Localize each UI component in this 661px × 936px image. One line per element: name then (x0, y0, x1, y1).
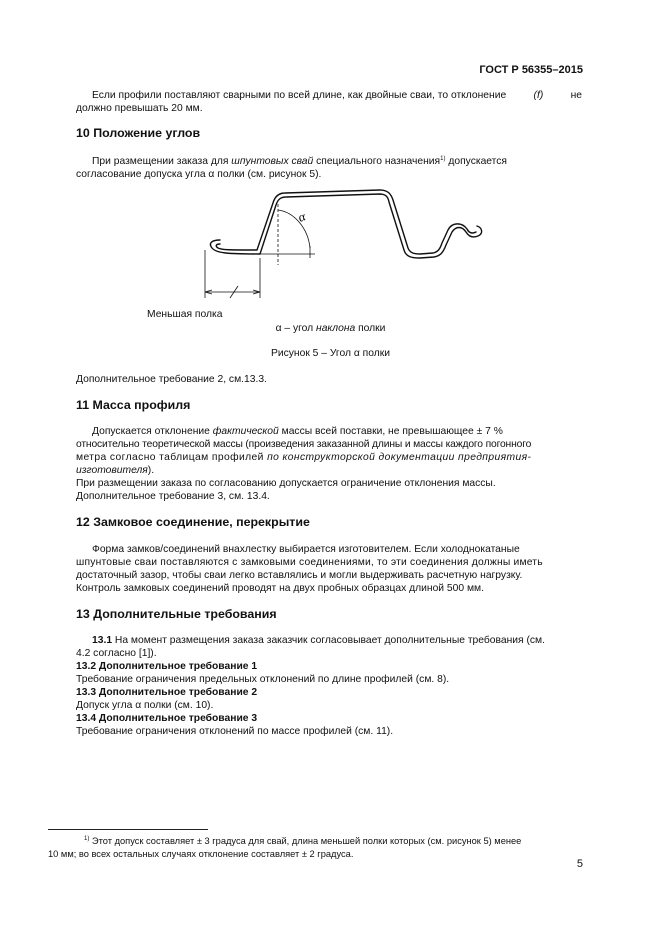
section-11-line-2: относительно теоретической массы (произведения заказанной длины и массы каждого погонного (76, 439, 532, 450)
text: Допускается отклонение (92, 426, 213, 437)
text: На момент размещения заказа заказчик согласовывает дополнительные требования (см. (112, 635, 545, 646)
emphasis: наклона (316, 323, 356, 334)
section-10-para-line-2: согласование допуска угла α полки (см. рисунок 5). (76, 169, 322, 180)
emphasis: по конструкторской документации предприятия- (267, 452, 532, 463)
text: допускается (445, 156, 508, 167)
section-13-heading: 13 Дополнительные требования (76, 607, 277, 621)
section-13-para-1-line-2: 4.2 согласно [1]). (76, 648, 157, 659)
figure-label-small-flange: Меньшая полка (147, 309, 223, 320)
text: При размещении заказа для (92, 156, 232, 167)
section-10-para-line-1 (92, 155, 582, 168)
footnote-line-1 (48, 835, 582, 848)
text: метра согласно таблицам профилей (76, 452, 268, 463)
emphasis: изготовителя (76, 465, 148, 476)
section-12-line-1: Форма замков/соединений внахлестку выбирается изготовителем. Если холоднокатаные (92, 544, 520, 555)
text: Этот допуск составляет ± 3 градуса для свай, длина меньшей полки которых (см. рисунок 5) менее (89, 836, 522, 846)
section-12-line-3: достаточный зазор, чтобы сваи легко вставлялись и могли выдерживать расчетную нагрузку. (76, 570, 523, 581)
text: полки (355, 323, 386, 334)
section-10-heading: 10 Положение углов (76, 126, 201, 140)
document-id: ГОСТ Р 56355–2015 (479, 64, 583, 76)
angle-arc (278, 210, 310, 248)
footnote-mark: 1) (84, 836, 90, 842)
section-11-line-6: Дополнительное требование 3, см. 13.4. (76, 491, 270, 502)
clause-number: 13.1 (92, 635, 113, 646)
requirement-2-title: 13.3 Дополнительное требование 2 (76, 687, 258, 698)
figure-caption: Рисунок 5 – Угол α полки (270, 348, 390, 359)
section-12-line-2: шпунтовые сваи поставляются с замковыми соединениями, то эти соединения должны иметь (76, 557, 543, 568)
intro-line-2: должно превышать 20 мм. (76, 103, 203, 114)
footnote-ref[interactable]: 1) (440, 156, 446, 162)
section-12-heading: 12 Замковое соединение, перекрытие (76, 515, 310, 529)
text: ). (147, 465, 155, 476)
footnote-separator (48, 829, 208, 830)
section-12-line-4: Контроль замковых соединений проводят на двух пробных образцах длиной 500 мм. (76, 583, 484, 594)
requirement-2-text: Допуск угла α полки (см. 10). (76, 700, 214, 711)
intro-variable: (f) (533, 90, 544, 101)
text: массы всей поставки, не превышающее ± 7 % (278, 426, 503, 437)
footnote-line-2: 10 мм; во всех остальных случаях отклонение составляет ± 2 градуса. (48, 849, 354, 859)
intro-line-1 (92, 89, 582, 102)
emphasis: фактической (212, 426, 279, 437)
requirement-3-title: 13.4 Дополнительное требование 3 (76, 713, 258, 724)
small-flange-dimension (205, 250, 260, 298)
section-11-heading: 11 Масса профиля (76, 398, 191, 412)
section-11-line-3 (76, 451, 582, 464)
angle-symbol: α (295, 208, 308, 225)
sheet-pile-profile (210, 190, 481, 258)
requirement-1-text: Требование ограничения предельных отклонений по длине профилей (см. 8). (76, 674, 450, 685)
section-11-line-5: При размещении заказа по согласованию допускается ограничение отклонения массы. (76, 478, 496, 489)
angle-indicator (260, 204, 315, 265)
figure-5-profile-drawing (190, 180, 500, 305)
section-13-para-1-line-1 (92, 634, 582, 647)
section-11-line-4 (76, 464, 582, 477)
requirement-3-text: Требование ограничения отклонений по массе профилей (см. 11). (76, 726, 394, 737)
intro-text: Если профили поставляют сварными по всей длине, как двойные сваи, то отклонение (92, 90, 507, 101)
section-11-line-1 (92, 425, 582, 438)
text: α – угол (275, 323, 317, 334)
page-number: 5 (576, 858, 583, 870)
intro-tail: не (570, 90, 582, 101)
requirement-1-title: 13.2 Дополнительное требование 1 (76, 661, 258, 672)
figure-legend (0, 322, 661, 335)
emphasis: шпунтовых свай (231, 156, 314, 167)
text: специального назначения (313, 156, 441, 167)
section-10-extra-requirement: Дополнительное требование 2, см.13.3. (76, 374, 267, 385)
